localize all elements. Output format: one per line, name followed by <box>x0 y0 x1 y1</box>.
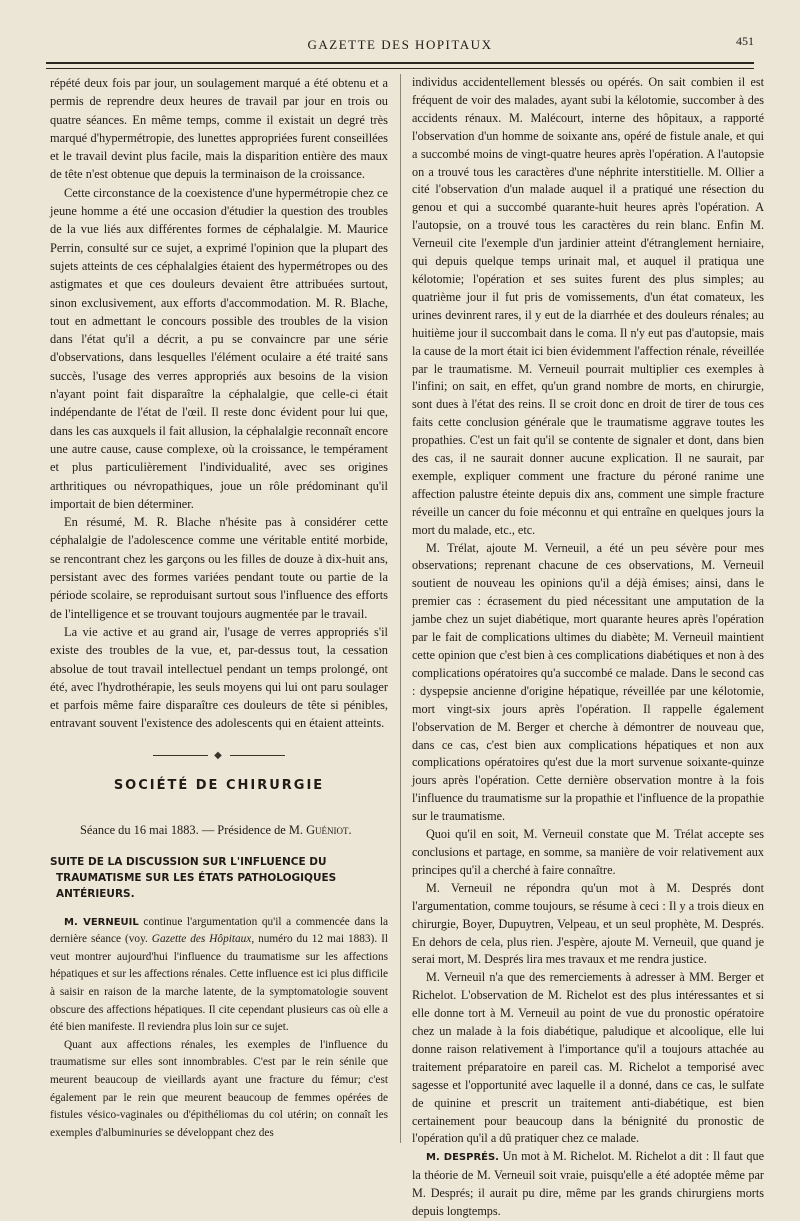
paragraph: individus accidentellement blessés ou opérés. On sait combien il est fréquent de voir des malades, ayant subi la kélotomie, succomber à des accidents rénaux. M. Malécourt, interne des hôpitaux, a rapporté l'observation d'un homme de soixante ans, opéré de fistule anale, et qui a succombé moins de vingt-quatre heures après l'opération. A l'autopsie on a trouvé tous les caractères d'une néphrite interstitielle. M. Ollier a cité l'observation d'un malade auquel il a pratiqué une résection du genou et qui a succombé quarante-huit heures après l'opération. A l'autopsie, on a trouvé tous les caractères du rein blanc. Enfin M. Verneuil cite l'exemple d'un jardinier atteint d'étranglement herniaire, qui depuis quelque temps urinait mal, et auquel il pratiqua une kélotomie; l'opération et ses suites furent des plus simples; au quatrième jour il fut pris de vomissements, d'un état comateux, les urines devinrent rares, il y eut de la diarrhée et des douleurs rénales; au huitième jour il succombait dans le coma. Il n'y eut pas d'autopsie, mais la cause de la mort était ici bien évidemment l'affection rénale, réveillée par le traumatisme. M. Verneuil pourrait multiplier ces exemples à l'infini; on sait, en effet, qu'un grand nombre de morts, en chirurgie, sont dues à l'état des reins. Il se croit donc en droit de tirer de tous ces faits cette conclusion générale que le traumatisme aggrave toutes les propathies. C'est un fait qu'il se contente de signaler et dont, dans bien des cas, il ne saurait donner aucune explication. Il ne saurait, par exemple, expliquer comment une fracture du péroné ranime une affection palustre éteinte depuis dix ans, comment une simple fracture réveille un cancer du foie méconnu et qui entraîne en quelques jours la mort du malade, etc., etc. <box>412 75 764 537</box>
paragraph: M. Verneuil ne répondra qu'un mot à M. Després dont l'argumentation, comme toujours, se résume à ceci : Il y a trois dieux en chirurgie, Boyer, Dupuytren, Velpeau, et un seul prophète, M. Després. En dehors de cela, plus rien. J'espère, ajoute M. Verneuil, que quand je serai mort, M. Després lira mes travaux et me rendra justice. <box>412 880 764 967</box>
paragraph: Quoi qu'il en soit, M. Verneuil constate que M. Trélat accepte ses conclusions et partage, en somme, sa manière de voir relativement aux principes qu'il a cherché à faire connaître. <box>412 827 764 877</box>
header-rule-thin <box>46 68 754 69</box>
paragraph: M. Trélat, ajoute M. Verneuil, a été un peu sévère pour mes observations; reprenant chacune de ces observations, M. Verneuil soutient de nouveau les opinions qu'il a déjà émises; ainsi, dans le premier cas : écrasement du pied nécessitant une amputation de la jambe chez un sujet diabétique, mort quarante heures après l'opération par le fait de complications ultimes du diabète; M. Verneuil maintient cette opinion que c'est bien à ces complications diabétiques et non à des complications opératoires qu'a succombé ce malade. Dans le second cas : dyspepsie ancienne d'origine hépatique, réveillée par une kélotomie, mort vingt-six jours après l'opération. Il rappelle également l'observation de M. Berger et cherche à démontrer de nouveau que, dans ce cas, c'est bien aux complications hépatiques et non aux complications opératoires qu'est due la mort survenue soixante-quinze jours après l'opération. Cette dernière observation montre à la fois l'influence du traumatisme sur la propathie et l'influence de la propathie sur le traumatisme. <box>412 540 764 824</box>
column-divider <box>400 74 401 1143</box>
right-column <box>412 74 764 1219</box>
left-column <box>50 74 388 1143</box>
journal-title: GAZETTE DES HOPITAUX <box>307 37 493 52</box>
journal-reference: Gazette des Hôpitaux <box>151 933 252 946</box>
paragraph: En résumé, M. R. Blache n'hésite pas à considérer cette céphalalgie de l'adolescence comme une véritable entité morbide, se rencontrant chez les garçons ou les filles de douze à dix-huit ans, persistant avec des formes variées pendant toute ou partie de la période scolaire, se reproduisant surtout sous l'influence des efforts de l'intelligence et se trouvant toujours augmentée par le travail. <box>50 515 388 621</box>
paragraph: La vie active et au grand air, l'usage de verres appropriés s'il existe des troubles de la vue, et, par-dessus tout, la cessation absolue de tout travail intellectuel pendant un temps prolongé, ont été, avec l'hydrothérapie, les seuls moyens qui lui ont paru soulager et parfois même faire disparaître ces douleurs de tête si pénibles, entravant souvent l'existence des adolescents qui en étaient atteints. <box>50 624 388 731</box>
page-number: 451 <box>736 34 754 48</box>
paragraph: Cette circonstance de la coexistence d'une hypermétropie chez ce jeune homme a été une occasion d'étudier la question des troubles de la vue liés aux différentes formes de céphalalgie. M. Maurice Perrin, consulté sur ce sujet, a exprimé l'opinion que la plupart des sujets atteints de ces céphalalgies étaient des hypermétropes ou des astigmates et que ces douleurs devaient être attribuées surtout, sinon exclusivement, aux efforts d'accommodation. M. R. Blache, tout en admettant le concours possible des troubles de la vision dans l'état qu'il a décrit, a pu se convaincre par une série d'observations, dans lesquelles l'élément oculaire a été traité sans succès, l'usage des verres appropriés aux besoins de la vision n'ayant point fait disparaître la céphalalgie, que celle-ci était indépendante de l'état de l'œil. Il reste donc évident pour lui que, dans les cas auxquels il fait allusion, la céphalalgie reconnaît encore une autre cause, cause complexe, où la croissance, le tempérament et plus particulièrement l'individualité, avec ses origines arthritiques ou névropathiques, joue un rôle prédominant qu'il importait de bien déterminer. <box>50 185 388 511</box>
page-header <box>46 34 754 54</box>
section-separator: ◆ <box>50 747 388 765</box>
paragraph: M. DESPRÉS. Un mot à M. Richelot. M. Richelot a dit : Il faut que la théorie de M. Verneuil soit vraie, puisqu'elle a été adoptée même par M. Després; il aurait pu dire, même par les grands chirurgiens morts depuis longtemps. <box>412 1149 764 1219</box>
paragraph: M. VERNEUIL continue l'argumentation qu'il a commencée dans la dernière séance (voy. Gazette des Hôpitaux, numéro du 12 mai 1883). Il veut montrer aujourd'hui l'influence du traumatisme sur les affections hépatiques et sur les affections rénales. Cette influence est ici plus difficile à saisir en raison de la marche latente, de la symptomatologie souvent obscure des affections hépatiques. Il cite cependant plusieurs cas où elle a été bien manifeste. Il reviendra plus loin sur ce sujet. <box>50 915 388 1034</box>
paragraph: répété deux fois par jour, un soulagement marqué a été obtenu et a permis de reprendre deux heures de travail par jour en trois ou quatre séances. En même temps, comme il existait un degré très marqué d'hypermétropie, des lunettes appropriées furent conseillées et le travail devint plus facile, mais la disparition entière des maux de tête n'est obtenue que depuis la terminaison de la croissance. <box>50 76 388 182</box>
section-title: SOCIÉTÉ DE CHIRURGIE <box>113 777 325 793</box>
discussion-heading: SUITE DE LA DISCUSSION SUR L'INFLUENCE DU TRAUMATISME SUR LES ÉTATS PATHOLOGIQUES ANTÉRIEURS. <box>50 855 337 900</box>
session-president: Guéniot. <box>306 823 352 838</box>
paragraph: Quant aux affections rénales, les exemples de l'influence du traumatisme sur elles sont innombrables. C'est par le rein sénile que meurent beaucoup de vieillards ayant une fracture du fémur; c'est également par le rein que meurent beaucoup de femmes opérées de fistules vésico-vaginales ou d'épithéliomas du col utérin; on connaît les exemples d'albuminuries se développant chez des <box>50 1038 388 1139</box>
session-line <box>50 821 388 839</box>
speaker-name: M. DESPRÉS. <box>426 1152 499 1164</box>
session-date: Séance du 16 mai 1883. — Présidence de M. <box>80 823 307 838</box>
speaker-name: M. VERNEUIL <box>64 916 139 928</box>
paragraph: M. Verneuil n'a que des remerciements à adresser à MM. Berger et Richelot. L'observation de M. Richelot est des plus intéressantes et si elle donne tort à M. Verneuil au point de vue du pronostic opératoire chez un malade à la fois diabétique, paludique et alcoolique, elle lui donne raison relativement à l'importance qu'il a toujours attachée au traitement préparatoire en pareil cas. M. Richelot a temporisé avec sagesse et l'opportunité avec laquelle il a donné, dans ce cas, le sulfate de quinine et prescrit un traitement anti-diabétique, est bien certainement pour beaucoup dans la bénignité du pronostic de l'opération qu'il a dû pratiquer chez ce malade. <box>412 970 764 1146</box>
header-rule-thick <box>46 62 754 64</box>
